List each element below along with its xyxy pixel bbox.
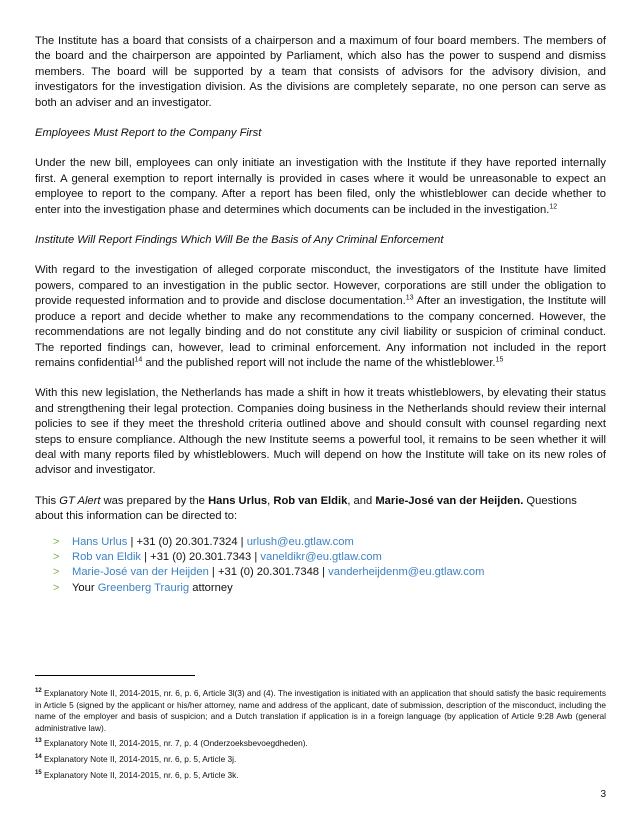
contact-item-hans-urlus xyxy=(35,535,606,550)
contact-last-pre: Your xyxy=(72,581,98,594)
footnote-number: 12 xyxy=(35,688,42,695)
contact-phone: +31 (0) 20.301.7324 xyxy=(136,535,238,548)
footnote-ref-14[interactable]: 14 xyxy=(134,356,143,364)
chevron-right-icon: > xyxy=(53,566,60,579)
contact-list xyxy=(35,535,606,597)
footnote-13 xyxy=(35,738,606,750)
author-hans-urlus: Hans Urlus xyxy=(208,494,268,507)
footnote-text: Explanatory Note II, 2014-2015, nr. 6, p. 5, Article 3k. xyxy=(44,769,239,780)
chevron-right-icon: > xyxy=(53,550,60,563)
contact-phone: +31 (0) 20.301.7348 xyxy=(217,566,320,579)
contact-email-link[interactable]: vanderheijdenm@eu.gtlaw.com xyxy=(328,566,485,579)
alert-pre: This xyxy=(35,494,60,507)
alert-sep-2: , and xyxy=(347,494,376,507)
footnote-number: 14 xyxy=(35,754,42,761)
page-number: 3 xyxy=(600,789,606,800)
page-body xyxy=(35,34,606,596)
author-marie-jose-van-der-heijden: Marie-José van der Heijden. xyxy=(375,494,524,507)
footnotes-section xyxy=(35,675,606,785)
footnote-ref-12[interactable]: 12 xyxy=(549,202,558,210)
footnote-12 xyxy=(35,688,606,734)
footnote-divider xyxy=(35,675,195,676)
contact-name-link[interactable]: Marie-José van der Heijden xyxy=(72,566,209,579)
footnote-number: 13 xyxy=(35,738,42,745)
contact-last-post: attorney xyxy=(189,581,233,594)
chevron-right-icon: > xyxy=(53,535,60,548)
alert-name: GT Alert xyxy=(59,494,101,507)
contact-separator: | xyxy=(237,535,247,548)
footnote-text: Explanatory Note II, 2014-2015, nr. 6, p. 5, Article 3j. xyxy=(44,753,237,764)
author-rob-van-eldik: Rob van Eldik xyxy=(273,494,348,507)
footnote-text: Explanatory Note II, 2014-2015, nr. 7, p. 4 (Onderzoeksbevoegdheden). xyxy=(44,738,308,749)
findings-paragraph xyxy=(35,263,606,371)
contact-separator: | xyxy=(319,566,329,579)
alert-sep-1: , xyxy=(267,494,274,507)
chevron-right-icon: > xyxy=(53,581,60,594)
findings-text-b: After an investigation, the Institute will produce a report and decide whether to make any recommendations to the company concerned. However, the recommendations are not legally binding and do not constitute any civil liability or suspicion of criminal conduct. The reported findings can, however, lead to criminal enforcement. Any information not included in the report remains confidential xyxy=(35,295,606,369)
contact-email-link[interactable]: urlush@eu.gtlaw.com xyxy=(246,535,354,548)
footnote-number: 15 xyxy=(35,769,42,776)
section-heading-report-first: Employees Must Report to the Company First xyxy=(35,127,262,140)
alert-mid: was prepared by the xyxy=(100,494,209,507)
contact-separator: | xyxy=(141,550,151,563)
report-first-paragraph xyxy=(35,156,606,218)
alert-post: Questions about this information can be directed to: xyxy=(35,494,577,523)
footnote-text: Explanatory Note II, 2014-2015, nr. 6, p. 6, Article 3l(3) and (4). The investigation is initiated with an application that should satisfy the basic requirements in Article 5 (signed by the applicant or his/her attorney, name and address of the applicant, date of submission, description of the misconduct, including the name of the employer and basis of suspicion; and a Dutch translation if application is in a foreign language (by application of Article 9:28 Awb (general administrative law). xyxy=(35,688,606,733)
contact-item-marie-jose-van-der-heijden xyxy=(35,565,606,580)
legislation-paragraph: With this new legislation, the Netherlands has made a shift in how it treats whistleblowers, by elevating their status and strengthening their legal protection. Companies doing business in the Netherlands should review their internal policies to see if they meet the threshold criteria outlined above and should consult with counsel regarding next steps to ensure compliance. Although the new Institute seems a powerful tool, it remains to be seen whether it will deal with many reports filed by whistleblowers. Much will depend on how the Institute will take on its new roles of advisor and investigator. xyxy=(35,387,606,477)
contact-phone: +31 (0) 20.301.7343 xyxy=(150,550,252,563)
footnote-15 xyxy=(35,770,606,782)
alert-paragraph xyxy=(35,494,606,525)
contact-item-rob-van-eldik xyxy=(35,550,606,565)
contact-separator: | xyxy=(127,535,137,548)
greenberg-traurig-link[interactable]: Greenberg Traurig xyxy=(97,581,190,594)
footnote-ref-13[interactable]: 13 xyxy=(405,294,414,302)
board-paragraph: The Institute has a board that consists of a chairperson and a maximum of four board members. The members of the board and the chairperson are appointed by Parliament, which also has the power to suspend and dismiss members. The board will be supported by a team that consists of advisors for the advisory division, and investigators for the investigation division. As the divisions are completely separate, no one person can serve as both an adviser and an investigator. xyxy=(35,35,606,109)
findings-text-a: With regard to the investigation of alleged corporate misconduct, the investigators of the Institute have limited powers, compared to an investigation in the public sector. However, corporations are still under the obligation to provide requested information and to provide and disclose documentation. xyxy=(35,264,606,308)
footnote-ref-15[interactable]: 15 xyxy=(495,356,504,364)
contact-separator: | xyxy=(251,550,261,563)
footnote-14 xyxy=(35,754,606,766)
report-first-text: Under the new bill, employees can only initiate an investigation with the Institute if they have reported internally first. A general exemption to report internally is provided in cases where it would be unreasonable to expect an employee to report to the company. After a report has been filed, only the whistleblower can decide whether to enter into the investigation phase and determines which documents can be included in the investigation. xyxy=(35,157,606,216)
section-heading-findings: Institute Will Report Findings Which Will Be the Basis of Any Criminal Enforcement xyxy=(35,234,444,247)
contact-email-link[interactable]: vaneldikr@eu.gtlaw.com xyxy=(260,550,382,563)
contact-name-link[interactable]: Hans Urlus xyxy=(72,535,128,548)
contact-item-greenberg-traurig xyxy=(35,581,606,596)
contact-separator: | xyxy=(208,566,218,579)
findings-text-c: and the published report will not include the name of the whistleblower. xyxy=(142,356,496,369)
contact-name-link[interactable]: Rob van Eldik xyxy=(72,550,142,563)
